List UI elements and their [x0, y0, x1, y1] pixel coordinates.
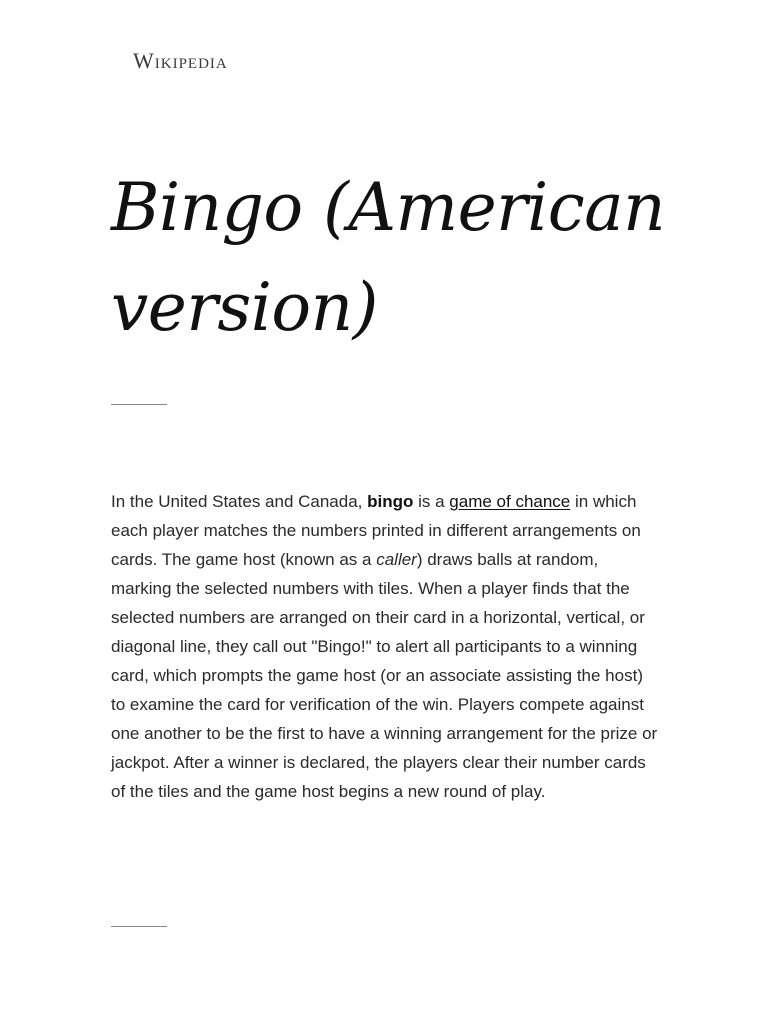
page-title: Bingo (American version)	[111, 169, 666, 346]
intro-text-1: In the United States and Canada,	[111, 492, 368, 511]
intro-bold-term: bingo	[367, 492, 414, 511]
intro-italic-term: caller	[376, 550, 417, 569]
intro-text-4: ) draws balls at random, marking the selected numbers with tiles. When a player finds that the selected numbers are arranged on their card in a horizontal, vertical, or diagonal line, they call out "Bingo!" to alert all participants to a winning card, which prompts the game host (or an associate assisting the host) to examine the card for verification of the win. Players compete against one another to be the first to have a winning arrangement for the prize or jackpot. After a winner is declared, the players clear their number cards of the tiles and the game host begins a new round of play.	[111, 550, 658, 801]
title-divider	[111, 404, 167, 405]
intro-text-2: is a	[413, 492, 450, 511]
game-of-chance-link[interactable]: game of chance	[449, 492, 571, 511]
intro-text-3: in which each player matches the numbers printed in different arrangements on cards. The game host (known as a	[111, 492, 641, 569]
wikipedia-logo[interactable]: Wikipedia	[133, 48, 228, 73]
intro-paragraph	[111, 487, 659, 806]
section-divider	[111, 926, 167, 927]
